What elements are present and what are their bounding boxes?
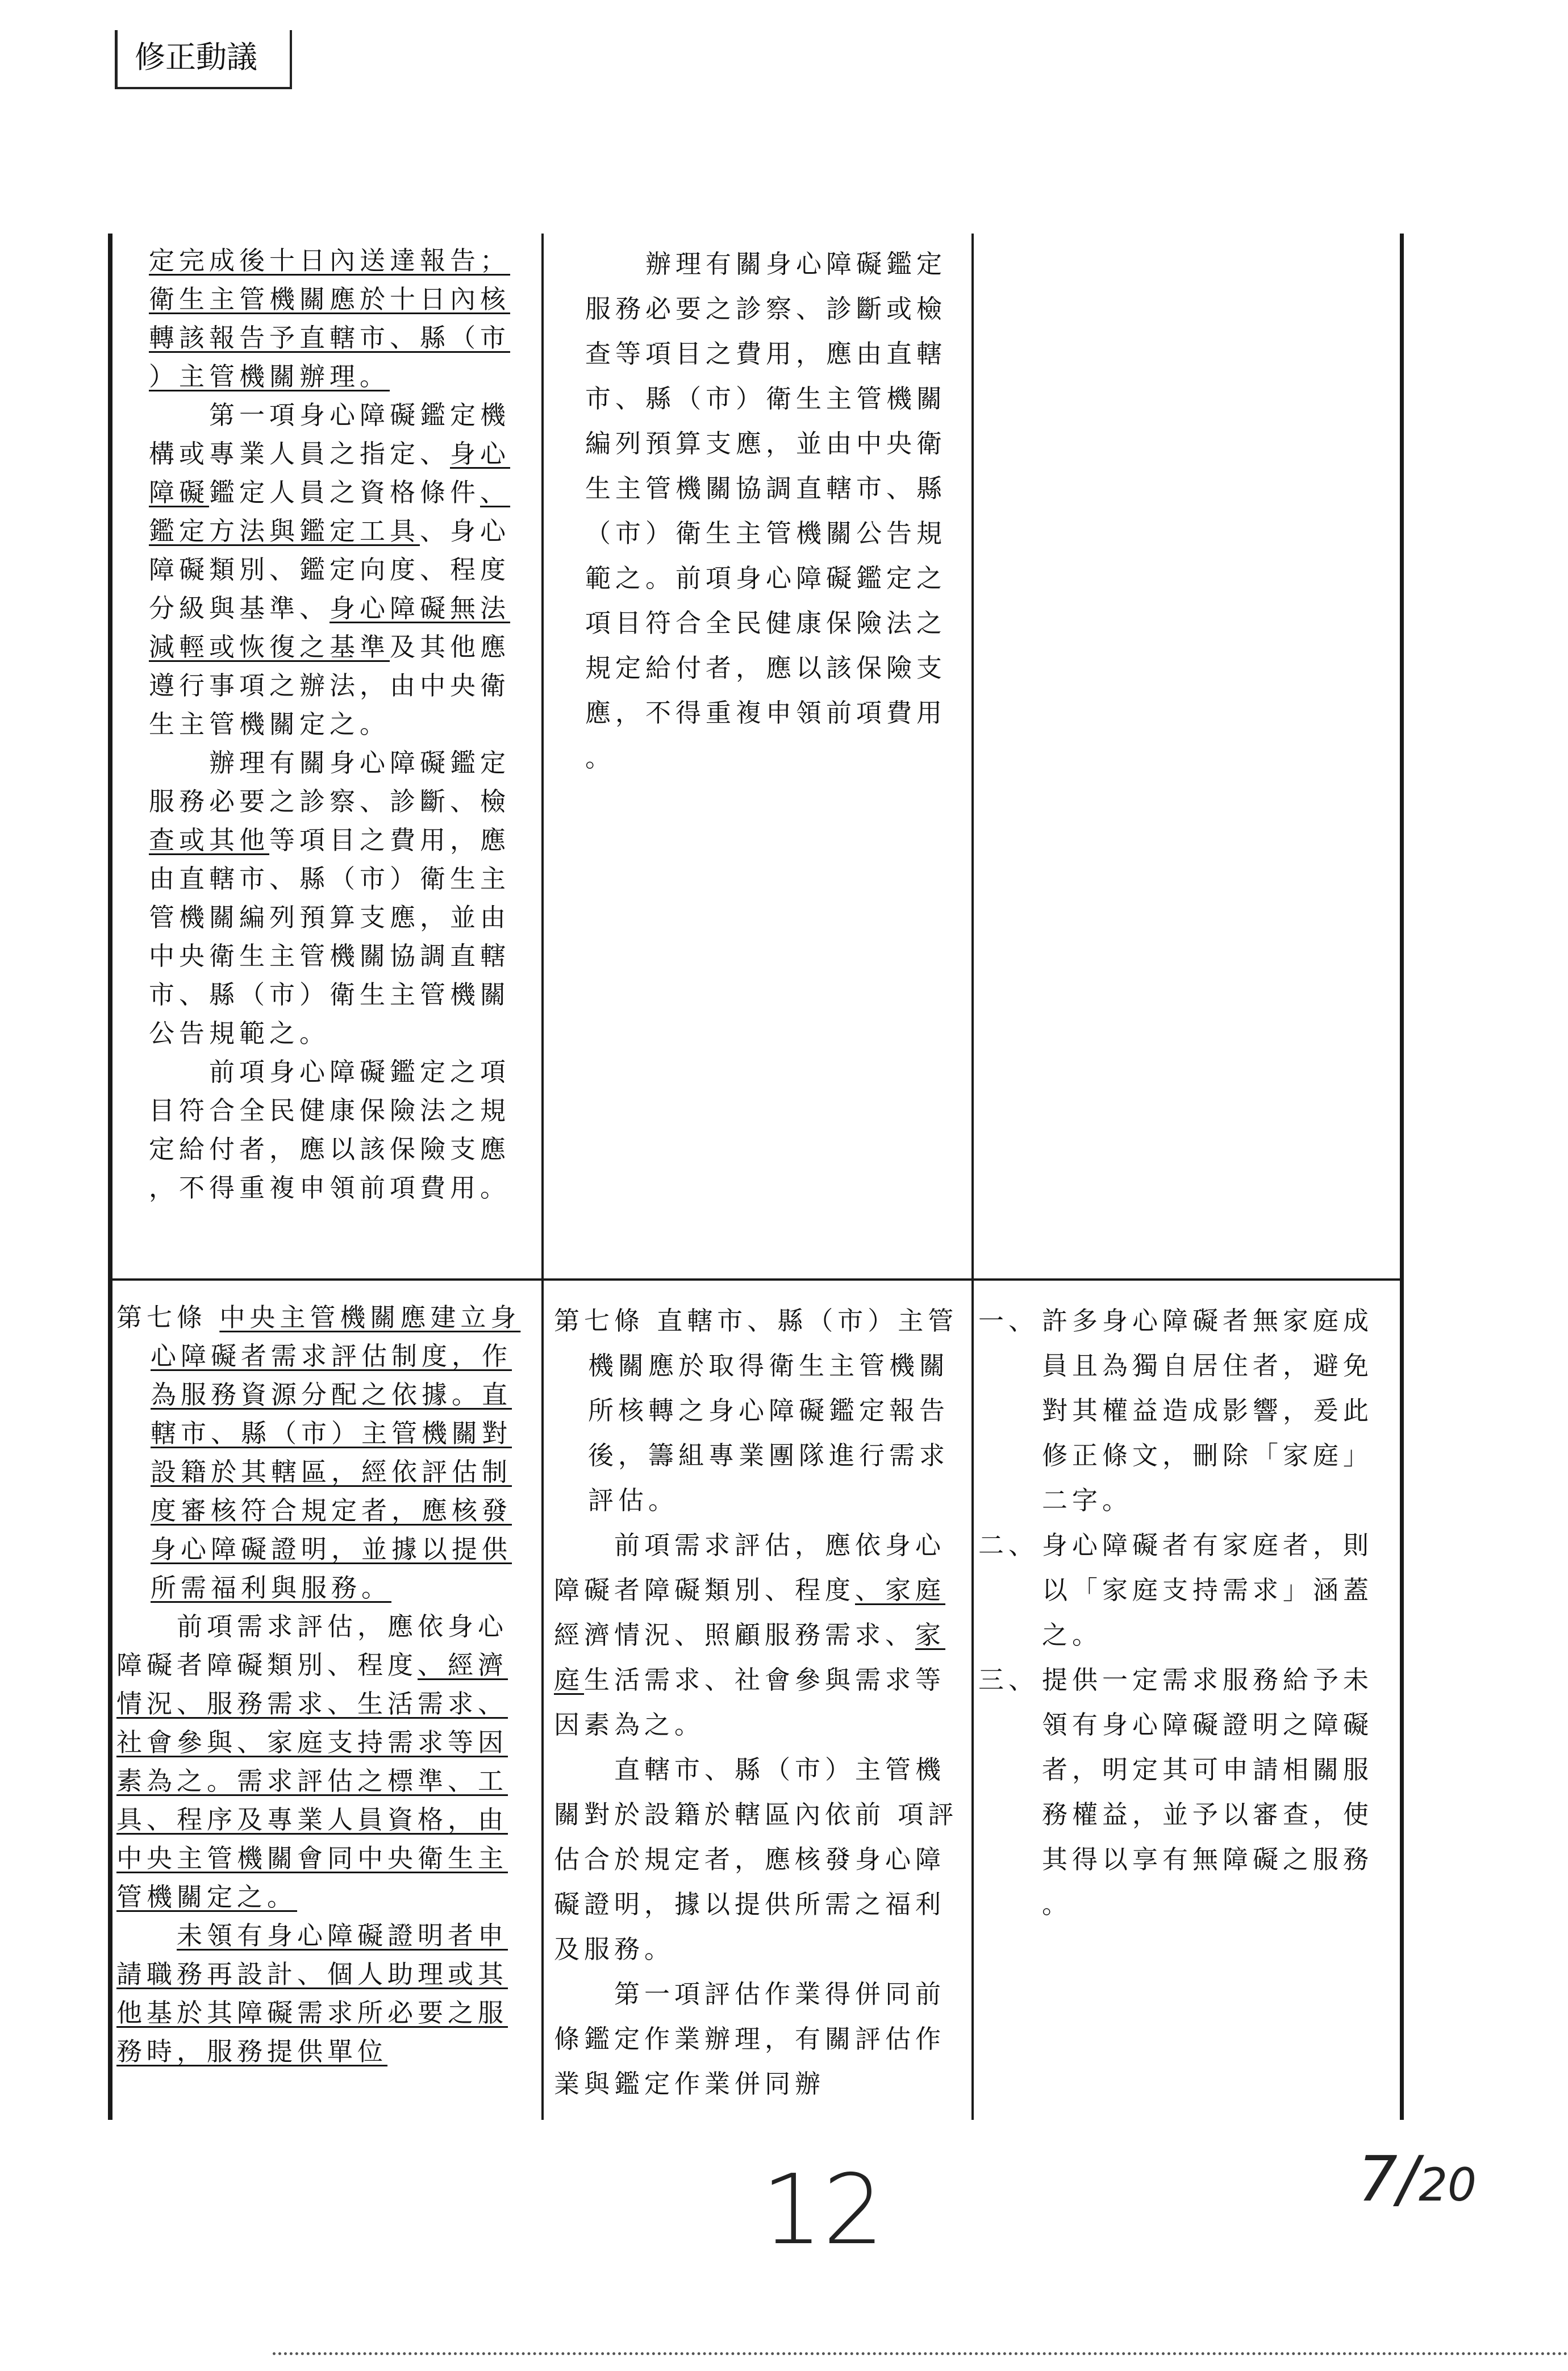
paragraph bbox=[585, 241, 954, 780]
text: 及其他應遵行事項之辦法，由中央衛生主管機關定之。 bbox=[149, 632, 511, 739]
paragraph bbox=[554, 1298, 958, 1523]
text: 前項身心障礙鑑定之項目符合全民健康保險法之規定給付者，應以該保險支應，不得重複申領前項費用。 bbox=[149, 1057, 511, 1203]
paragraph bbox=[149, 241, 518, 396]
item-number: 三、 bbox=[978, 1665, 1039, 1695]
row1-current-text bbox=[149, 241, 518, 1207]
row1-original-text bbox=[585, 241, 954, 780]
paragraph bbox=[554, 1972, 958, 2106]
paragraph bbox=[149, 396, 518, 744]
paragraph bbox=[554, 1747, 958, 1972]
text: 經濟情況、照顧服務需求、 bbox=[554, 1620, 916, 1650]
text: 第七條 直轄市、縣（市）主管機關應於取得衛生主管機關所核轉之身心障礙鑑定報告後，籌組專業團隊進行需求評估。 bbox=[554, 1306, 958, 1515]
amended-text: 、經濟情況、服務需求、生活需求、社會參與、家庭支持需求等因素為之。需求評估之標準、工具、程序及專業人員資格，由中央主管機關會同中央衛生主管機關定之。 bbox=[116, 1650, 508, 1912]
explanation-item bbox=[978, 1523, 1398, 1657]
page-fraction: 7/20 bbox=[1358, 2143, 1477, 2215]
text: 第七條 bbox=[116, 1302, 220, 1332]
text: 前項需求評估，應依身心障礙者障礙類別、程度 bbox=[554, 1530, 946, 1605]
column-divider bbox=[971, 234, 974, 2120]
text: 直轄市、縣（市）主管機關對於設籍於轄區內依前 項評估合於規定者，應核發身心障礙證明，據以提供所需之福利及服務。 bbox=[554, 1755, 958, 1964]
table-right-border bbox=[1400, 234, 1404, 2120]
bottom-scan-edge bbox=[273, 2352, 1568, 2355]
paragraph bbox=[554, 1523, 958, 1747]
row2-original-text bbox=[554, 1298, 958, 2106]
text: 、身心障礙類別、鑑定向度、程度分級與基準、 bbox=[149, 516, 511, 623]
text: 第一項評估作業得併同前條鑑定作業辦理，有關評估作業與鑑定作業併同辦 bbox=[554, 1979, 946, 2099]
page-fraction-num: 7 bbox=[1358, 2143, 1398, 2215]
table-left-border bbox=[108, 234, 112, 2120]
text: 辦理有關身心障礙鑑定 服務必要之診察、診斷或檢 查等項目之費用，應由直轄市、縣（市）衛生主管機關編列預算支應，並由中央衛生主管機關協調直轄市、縣（市）衛生主管機關公告規範之。前項身心障礙鑑定之項目符合全民健康保險法之規定給付者，應以該保險支應，不得重複申領前項費用。 bbox=[585, 249, 947, 773]
explanation-item bbox=[978, 1298, 1398, 1523]
text: 辦理有關身心障礙鑑定服務必要之診察、診斷、檢 bbox=[149, 748, 511, 816]
item-text: 許多身心障礙者無家庭成員且為獨自居住者，避免對其權益造成影響，爰此修正條文，刪除「家庭」二字。 bbox=[1042, 1306, 1374, 1515]
explanation-item bbox=[978, 1657, 1398, 1927]
item-number: 一、 bbox=[978, 1306, 1039, 1336]
paragraph bbox=[116, 1607, 521, 1916]
column-divider bbox=[541, 234, 544, 2120]
amended-text: 定完成後十日內送達報告；衛生主管機關應於十日內核轉該報告予直轄市、縣（市）主管機關辦理。 bbox=[149, 245, 511, 391]
amended-text: 身心障礙 bbox=[149, 439, 511, 507]
item-text: 提供一定需求服務給予未領有身心障礙證明之障礙者，明定其可申請相關服務權益，並予以審查，使其得以享有無障礙之服務。 bbox=[1042, 1665, 1374, 1919]
amended-text: 查或其他 bbox=[149, 825, 270, 855]
text: 鑑定人員之資格條件 bbox=[209, 477, 481, 507]
paragraph bbox=[116, 1298, 521, 1607]
amended-text: 家庭 bbox=[554, 1620, 946, 1695]
row-divider bbox=[108, 1278, 1404, 1281]
text: 前項需求評估，應依身心障礙者障礙類別、程度 bbox=[116, 1611, 508, 1680]
text: 生活需求、社會參與需求等因素為之。 bbox=[554, 1665, 946, 1740]
page-number: 12 bbox=[761, 2154, 885, 2266]
item-number: 二、 bbox=[978, 1530, 1039, 1560]
row2-explanation bbox=[978, 1298, 1398, 1927]
amended-text: 身心障礙無法減輕或恢復之基準 bbox=[149, 593, 511, 662]
text: 第一項身心障礙鑑定機構或專業人員之指定、 bbox=[149, 400, 511, 469]
amended-text: 中央主管機關應建立身心障礙者需求評估制度，作為服務資源分配之依據。直轄市、縣（市）主管機關對設籍於其轄區，經依評估制度審核符合規定者，應核發身心障礙證明，並據以提供所需福利與服務。 bbox=[151, 1302, 521, 1603]
item-text: 身心障礙者有家庭者，則以「家庭支持需求」涵蓋之。 bbox=[1042, 1530, 1374, 1650]
motion-tag: 修正動議 bbox=[115, 30, 292, 89]
text: 等項目之費用，應由直轄市、縣（市）衛生主管機關編列預算支應，並由中央衛生主管機關協調直轄市、縣（市）衛生主管機關公告規範之。 bbox=[149, 825, 511, 1048]
amended-text: 、鑑定方法與鑑定工具 bbox=[149, 477, 511, 546]
amended-text: 未領有身心障礙證明者申請職務再設計、個人助理或其他基於其障礙需求所必要之服務時，服務提供單位 bbox=[116, 1920, 508, 2066]
row2-amended-text bbox=[116, 1298, 521, 2071]
amended-text: 、家庭 bbox=[855, 1575, 946, 1605]
paragraph bbox=[149, 1053, 518, 1207]
paragraph bbox=[149, 744, 518, 1053]
page-fraction-den: 20 bbox=[1419, 2159, 1477, 2211]
paragraph bbox=[116, 1916, 521, 2071]
